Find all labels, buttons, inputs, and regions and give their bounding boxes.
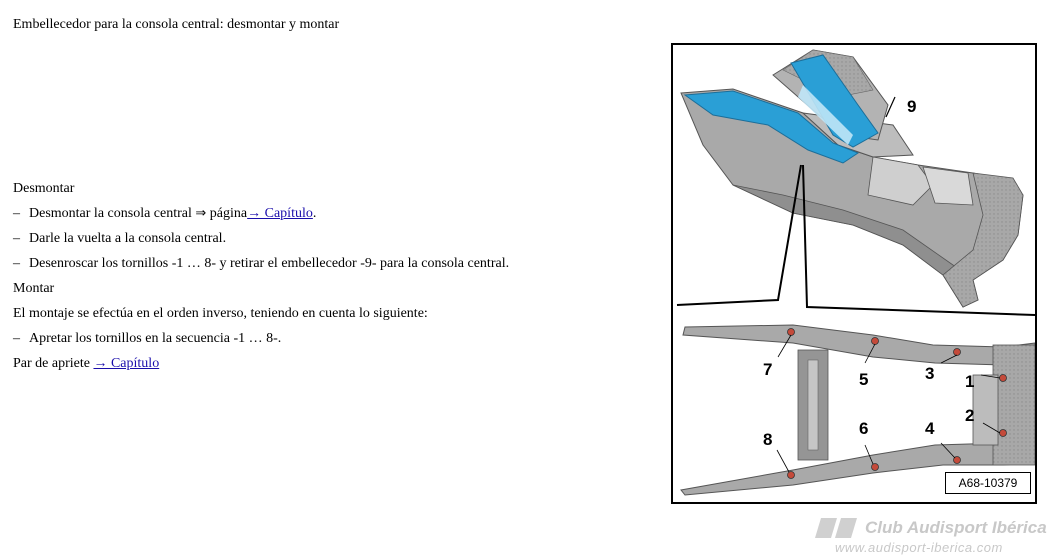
console-underside-view <box>681 325 1035 495</box>
callout-2: 2 <box>965 406 975 425</box>
torque-line <box>13 356 653 381</box>
step-unscrew <box>13 256 653 281</box>
torque-label: Par de apriete <box>13 356 94 371</box>
step-text: Darle la vuelta a la consola central. <box>29 231 227 246</box>
callout-5: 5 <box>859 370 869 389</box>
section-heading-install: Montar <box>13 281 55 296</box>
section-heading-remove: Desmontar <box>13 181 75 196</box>
callout-9: 9 <box>907 97 917 116</box>
console-upper-view <box>677 50 1035 315</box>
step-remove-console <box>13 206 653 231</box>
console-illustration <box>673 45 1035 502</box>
step-text: Desenroscar los tornillos -1 … 8- y retirar el embellecedor -9- para la consola central. <box>29 256 510 271</box>
console-diagram <box>671 43 1037 504</box>
step-tail: . <box>312 206 317 221</box>
instructions <box>13 181 653 381</box>
watermark-url: www.audisport-iberica.com <box>835 540 1003 555</box>
callout-4: 4 <box>925 419 935 438</box>
callout-7: 7 <box>763 360 773 379</box>
step-page-label: página <box>206 206 248 221</box>
step-dash: – <box>13 256 20 271</box>
watermark <box>815 516 1060 556</box>
page-title: Embellecedor para la consola central: desmontar y montar <box>13 17 340 32</box>
club-logo-icon <box>815 518 861 538</box>
step-text: Desmontar la consola central <box>29 206 192 221</box>
torque-chapter-link[interactable]: → Capítulo <box>93 356 160 371</box>
step-dash: – <box>13 331 20 346</box>
chapter-link[interactable]: → Capítulo <box>247 206 313 221</box>
callout-8: 8 <box>763 430 773 449</box>
watermark-title: Club Audisport Ibérica <box>865 518 1047 537</box>
callout-6: 6 <box>859 419 869 438</box>
step-dash: – <box>13 231 20 246</box>
step-text: Apretar los tornillos en la secuencia -1 … 8-. <box>29 331 282 346</box>
install-note: El montaje se efectúa en el orden inverso, teniendo en cuenta lo siguiente: <box>13 306 428 321</box>
callout-1: 1 <box>965 372 975 391</box>
step-dash: – <box>13 206 20 221</box>
step-tighten <box>13 331 653 356</box>
step-flip-console <box>13 231 653 256</box>
figure-reference: A68-10379 <box>945 472 1031 494</box>
double-arrow-icon: ⇒ <box>195 206 207 221</box>
callout-3: 3 <box>925 364 935 383</box>
